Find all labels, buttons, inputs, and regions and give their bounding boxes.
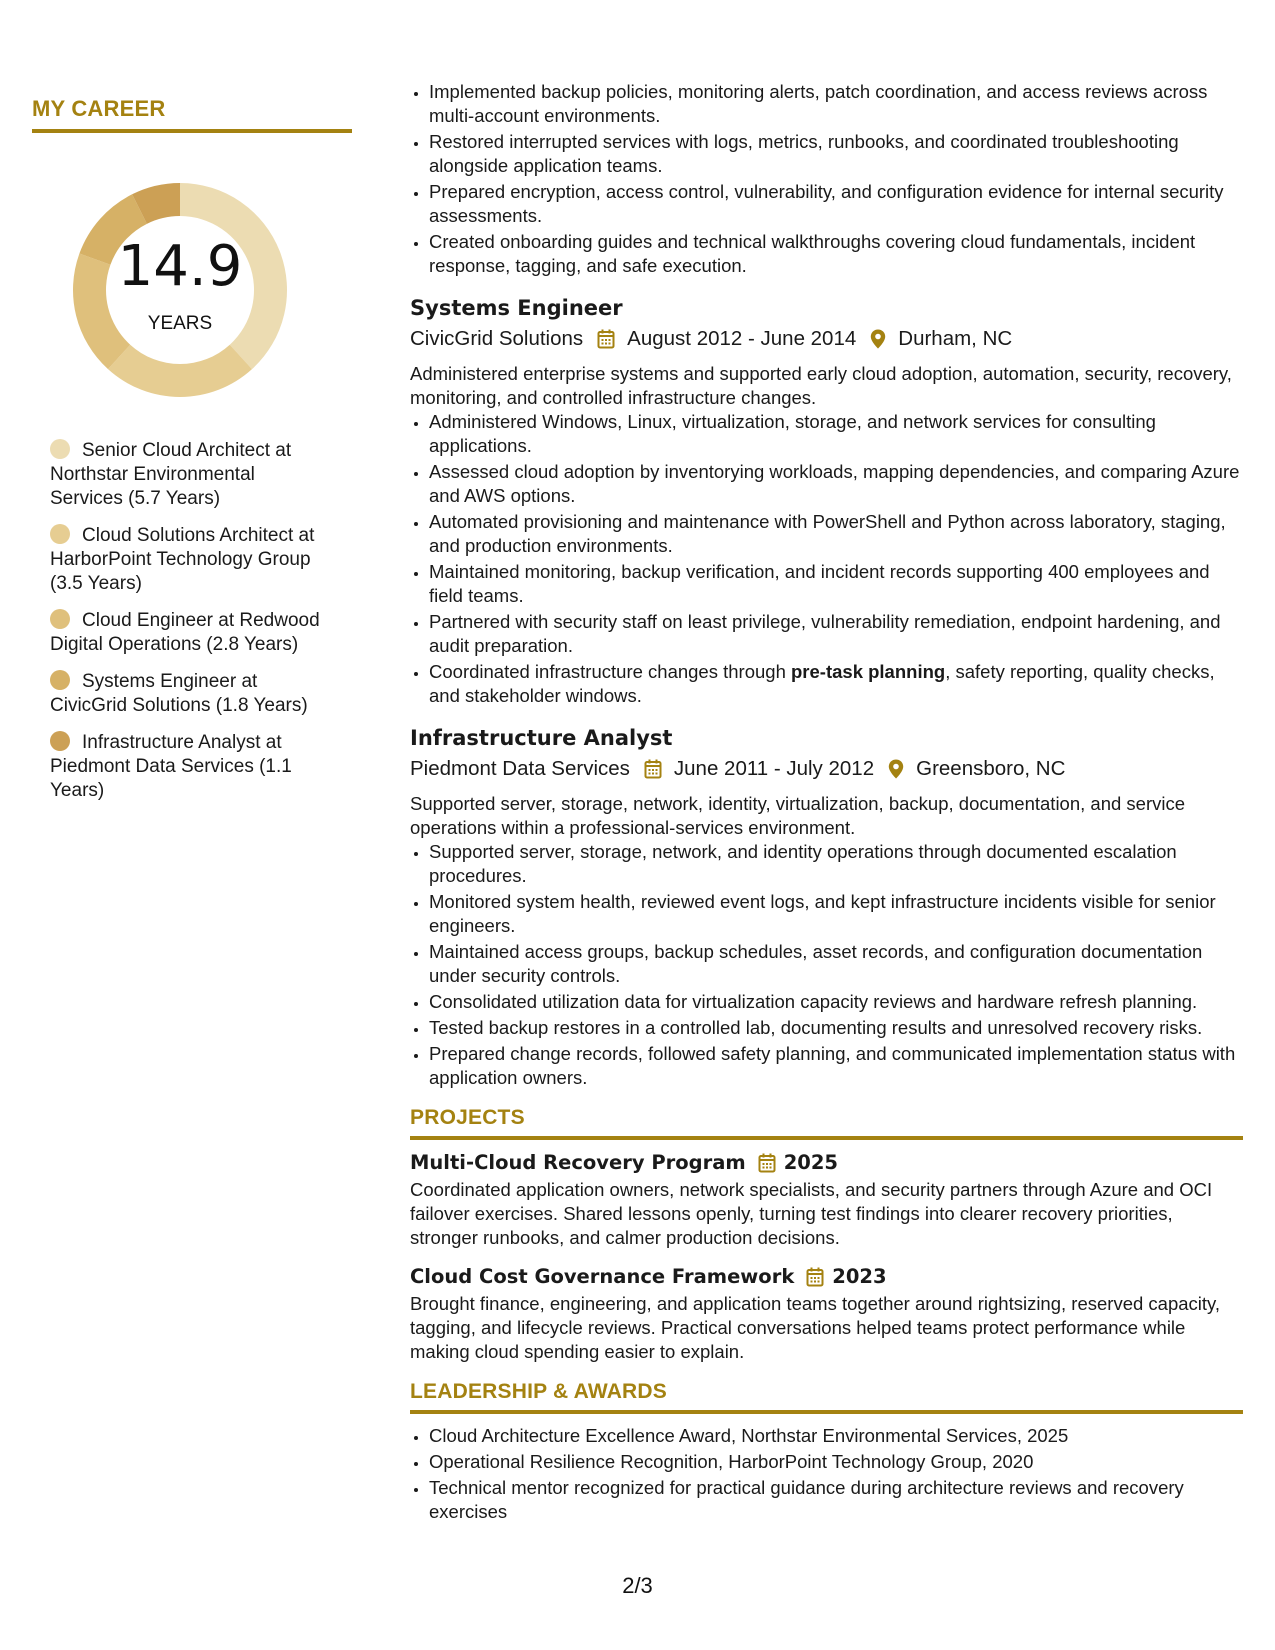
bullet-item: • Maintained access groups, backup schedules, asset records, and configuration documentation under security controls. [429, 940, 1243, 988]
bullet-item: • Tested backup restores in a controlled lab, documenting results and unresolved recovery risks. [429, 1016, 1243, 1040]
bullet-text: , safety reporting, quality checks, and stakeholder windows. [429, 661, 1215, 706]
job-entry [410, 294, 1243, 708]
legend-item [50, 731, 320, 803]
project-name: Cloud Cost Governance Framework [410, 1265, 795, 1288]
job-dates: June 2011 - July 2012 [673, 757, 875, 780]
legend-dot [50, 609, 70, 629]
career-legend [50, 439, 320, 803]
legend-label: Infrastructure Analyst at Piedmont Data Services (1.1 Years) [50, 732, 292, 801]
bullet-item: • Partnered with security staff on least privilege, vulnerability remediation, endpoint hardening, and audit preparation. [429, 610, 1243, 658]
award-item: • Technical mentor recognized for practical guidance during architecture reviews and recovery exercises [429, 1476, 1243, 1524]
job-location: Greensboro, NC [916, 757, 1066, 780]
award-item: • Cloud Architecture Excellence Award, Northstar Environmental Services, 2025 [429, 1424, 1243, 1448]
job-entry [410, 724, 1243, 1090]
award-item: • Operational Resilience Recognition, HarborPoint Technology Group, 2020 [429, 1450, 1243, 1474]
company-name: CivicGrid Solutions [410, 327, 584, 350]
legend-dot [50, 524, 70, 544]
projects-section [410, 1106, 1243, 1364]
project-year: 2023 [832, 1265, 887, 1288]
job-bullets [410, 840, 1243, 1090]
section-divider [32, 129, 352, 133]
page-number: 2/3 [622, 1573, 653, 1598]
legend-item [50, 670, 320, 718]
job-meta [410, 754, 1243, 784]
location-pin-icon [888, 759, 904, 779]
project-name: Multi-Cloud Recovery Program [410, 1151, 746, 1174]
bullet-item: • Consolidated utilization data for virtualization capacity reviews and hardware refresh planning. [429, 990, 1243, 1014]
bullet-item [429, 660, 1243, 708]
job-title: Infrastructure Analyst [410, 726, 673, 750]
bullet-item: • Prepared encryption, access control, vulnerability, and configuration evidence for internal security assessments. [429, 180, 1243, 228]
legend-dot [50, 731, 70, 751]
awards-list [410, 1424, 1243, 1524]
legend-label: Cloud Solutions Architect at HarborPoint Technology Group (3.5 Years) [50, 525, 315, 594]
project-year: 2025 [783, 1151, 838, 1174]
legend-item [50, 609, 320, 657]
donut-segment [108, 345, 252, 397]
total-years-value: 14.9 [117, 234, 243, 299]
project-description: Brought finance, engineering, and application teams together around rightsizing, reserved capacity, tagging, and lifecycle reviews. Practical conversations helped teams protect performance while making cloud spending easier to explain. [410, 1293, 1221, 1362]
legend-dot [50, 439, 70, 459]
job-summary: Administered enterprise systems and supported early cloud adoption, automation, security, recovery, monitoring, and controlled infrastructure changes. [410, 363, 1232, 408]
calendar-icon [644, 759, 662, 779]
career-donut-chart [67, 177, 293, 403]
bullet-item: • Created onboarding guides and technical walkthroughs covering cloud fundamentals, incident response, tagging, and safe execution. [429, 230, 1243, 278]
job-bullets [410, 410, 1243, 708]
legend-dot [50, 670, 70, 690]
bullet-item: • Prepared change records, followed safety planning, and communicated implementation status with application owners. [429, 1042, 1243, 1090]
job-meta [410, 324, 1243, 354]
previous-job-bullets [410, 80, 1243, 278]
projects-section-title: PROJECTS [410, 1106, 525, 1129]
bullet-item: • Supported server, storage, network, and identity operations through documented escalation procedures. [429, 840, 1243, 888]
legend-label: Senior Cloud Architect at Northstar Environmental Services (5.7 Years) [50, 440, 292, 509]
project-entry [410, 1264, 1243, 1364]
career-section-title: MY CAREER [32, 96, 166, 121]
company-name: Piedmont Data Services [410, 757, 630, 780]
calendar-icon [758, 1153, 776, 1173]
total-years-unit: YEARS [147, 313, 213, 334]
bullet-item: • Automated provisioning and maintenance with PowerShell and Python across laboratory, staging, and production environments. [429, 510, 1243, 558]
section-divider [410, 1136, 1243, 1140]
legend-item [50, 439, 320, 511]
job-title: Systems Engineer [410, 296, 623, 320]
calendar-icon [597, 329, 615, 349]
job-location: Durham, NC [898, 327, 1013, 350]
bullet-item: • Assessed cloud adoption by inventorying workloads, mapping dependencies, and comparing Azure and AWS options. [429, 460, 1243, 508]
project-header [410, 1264, 1243, 1290]
calendar-icon [806, 1267, 824, 1287]
job-dates: August 2012 - June 2014 [627, 327, 857, 350]
legend-label: Cloud Engineer at Redwood Digital Operations (2.8 Years) [50, 610, 320, 655]
project-header [410, 1150, 1243, 1176]
awards-section [410, 1380, 1243, 1524]
bullet-item: • Administered Windows, Linux, virtualization, storage, and network services for consulting applications. [429, 410, 1243, 458]
legend-label: Systems Engineer at CivicGrid Solutions (1.8 Years) [50, 671, 308, 716]
awards-section-title: LEADERSHIP & AWARDS [410, 1380, 667, 1403]
project-entry [410, 1150, 1243, 1250]
project-description: Coordinated application owners, network specialists, and security partners through Azure and OCI failover exercises. Shared lessons openly, turning test findings into clearer recovery priorities, stronger runbooks, and calmer production decisions. [410, 1179, 1213, 1248]
main-content [410, 80, 1243, 1526]
bullet-item: • Implemented backup policies, monitoring alerts, patch coordination, and access reviews across multi-account environments. [429, 80, 1243, 128]
bullet-item: • Monitored system health, reviewed event logs, and kept infrastructure incidents visible for senior engineers. [429, 890, 1243, 938]
legend-item [50, 524, 320, 596]
location-pin-icon [870, 329, 886, 349]
bullet-item: • Restored interrupted services with logs, metrics, runbooks, and coordinated troubleshooting alongside application teams. [429, 130, 1243, 178]
bullet-bold-text: pre-task planning [791, 661, 946, 682]
bullet-item: • Maintained monitoring, backup verification, and incident records supporting 400 employees and field teams. [429, 560, 1243, 608]
job-summary: Supported server, storage, network, identity, virtualization, backup, documentation, and service operations within a professional-services environment. [410, 793, 1186, 838]
section-divider [410, 1410, 1243, 1414]
career-sidebar [32, 96, 352, 816]
bullet-text: Coordinated infrastructure changes through [429, 661, 791, 682]
